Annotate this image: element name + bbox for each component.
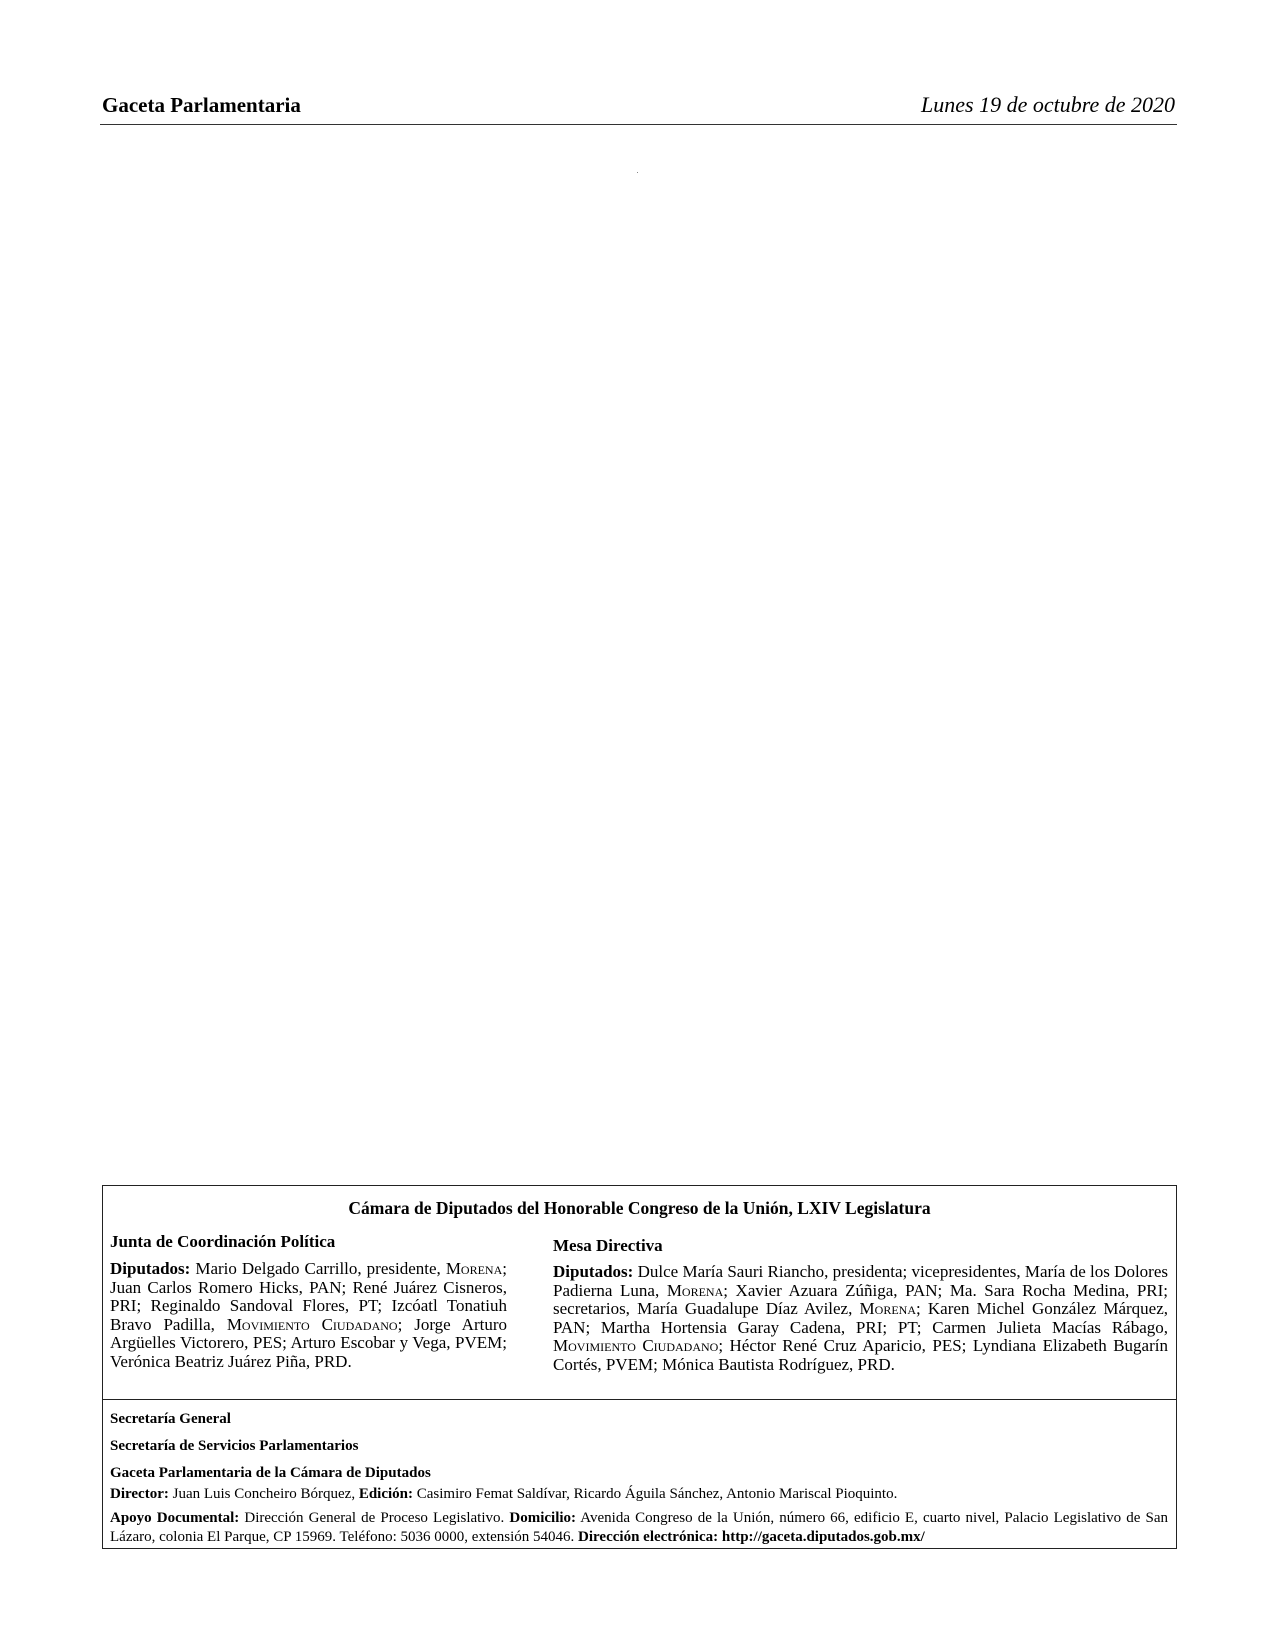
mesa-party-morena-2: Morena bbox=[859, 1299, 916, 1319]
director-name: Juan Luis Concheiro Bórquez, bbox=[168, 1486, 359, 1502]
mesa-members bbox=[553, 1263, 1168, 1375]
edicion-label: Edición: bbox=[358, 1486, 414, 1502]
junta-text-1: Mario Delgado Carrillo, presidente, bbox=[190, 1259, 446, 1278]
director-label: Director: bbox=[110, 1486, 169, 1502]
web-address: Dirección electrónica: http://gaceta.diputados.gob.mx/ bbox=[578, 1529, 925, 1545]
publication-title: Gaceta Parlamentaria bbox=[102, 93, 301, 117]
domicilio-label: Domicilio: bbox=[509, 1510, 577, 1526]
junta-text-2: ; Juan Carlos Romero Hicks, PAN; René Juárez Cisneros, PRI; Reginaldo Sandoval Flores, PT; Izcóatl Tonatiuh Bravo Padilla, bbox=[110, 1259, 507, 1334]
colophon-bottom-section bbox=[110, 1410, 1168, 1552]
apoyo-text: Dirección General de Proceso Legislativo. bbox=[239, 1510, 510, 1526]
junta-heading: Junta de Coordinación Política bbox=[110, 1232, 336, 1251]
edicion-names: Casimiro Femat Saldívar, Ricardo Águila Sánchez, Antonio Mariscal Pioquinto. bbox=[413, 1486, 898, 1502]
mesa-party-morena-1: Morena bbox=[666, 1280, 724, 1300]
apoyo-label: Apoyo Documental: bbox=[110, 1510, 240, 1526]
director-line bbox=[110, 1485, 1168, 1504]
junta-column bbox=[110, 1232, 507, 1372]
junta-party-movimiento: Movimiento Ciudadano bbox=[226, 1314, 398, 1334]
colophon-top-section bbox=[103, 1186, 1176, 1400]
junta-party-morena: Morena bbox=[445, 1259, 503, 1278]
colophon-title: Cámara de Diputados del Honorable Congreso de la Unión, LXIV Legislatura bbox=[348, 1198, 931, 1218]
domicilio-text: Avenida Congreso de la Unión, número 66, edificio E, cuarto nivel, Palacio Legislativo de San Lázaro, colonia El Parque, CP 15969. Teléfono: 5036 0000, extensión 54046. bbox=[110, 1510, 1168, 1545]
mesa-label: Diputados: bbox=[553, 1262, 634, 1281]
mesa-column bbox=[553, 1232, 1168, 1375]
secretaria-servicios: Secretaría de Servicios Parlamentarios bbox=[110, 1438, 359, 1454]
publication-date: Lunes 19 de octubre de 2020 bbox=[921, 92, 1175, 117]
junta-label: Diputados: bbox=[110, 1259, 191, 1278]
mesa-text-4: ; Héctor René Cruz Aparicio, PES; Lyndiana Elizabeth Bugarín Cortés, PVEM; Mónica Bautista Rodríguez, PRD. bbox=[553, 1336, 1168, 1374]
junta-text-3: ; Jorge Arturo Argüelles Victorero, PES; Arturo Escobar y Vega, PVEM; Verónica Beatriz Juárez Piña, PRD. bbox=[110, 1314, 508, 1371]
mesa-heading: Mesa Directiva bbox=[553, 1236, 663, 1255]
mesa-text-2: ; Xavier Azuara Zúñiga, PAN; Ma. Sara Rocha Medina, PRI; secretarios, María Guadalupe Díaz Avilez, bbox=[553, 1280, 1169, 1319]
page-header bbox=[100, 88, 1177, 125]
mesa-text-3: ; Karen Michel González Márquez, PAN; Martha Hortensia Garay Cadena, PRI; PT; Carmen Julieta Macías Rábago, bbox=[553, 1299, 1168, 1337]
secretaria-general: Secretaría General bbox=[110, 1411, 231, 1427]
blank-page-mark bbox=[637, 172, 638, 173]
junta-members bbox=[110, 1260, 507, 1372]
mesa-text-1: Dulce María Sauri Riancho, presidenta; vicepresidentes, María de los Dolores Padierna Luna, bbox=[553, 1262, 1168, 1300]
gaceta-camara: Gaceta Parlamentaria de la Cámara de Diputados bbox=[110, 1465, 431, 1481]
apoyo-line bbox=[110, 1509, 1168, 1547]
colophon-box bbox=[102, 1185, 1177, 1549]
mesa-party-movimiento: Movimiento Ciudadano bbox=[553, 1336, 719, 1356]
